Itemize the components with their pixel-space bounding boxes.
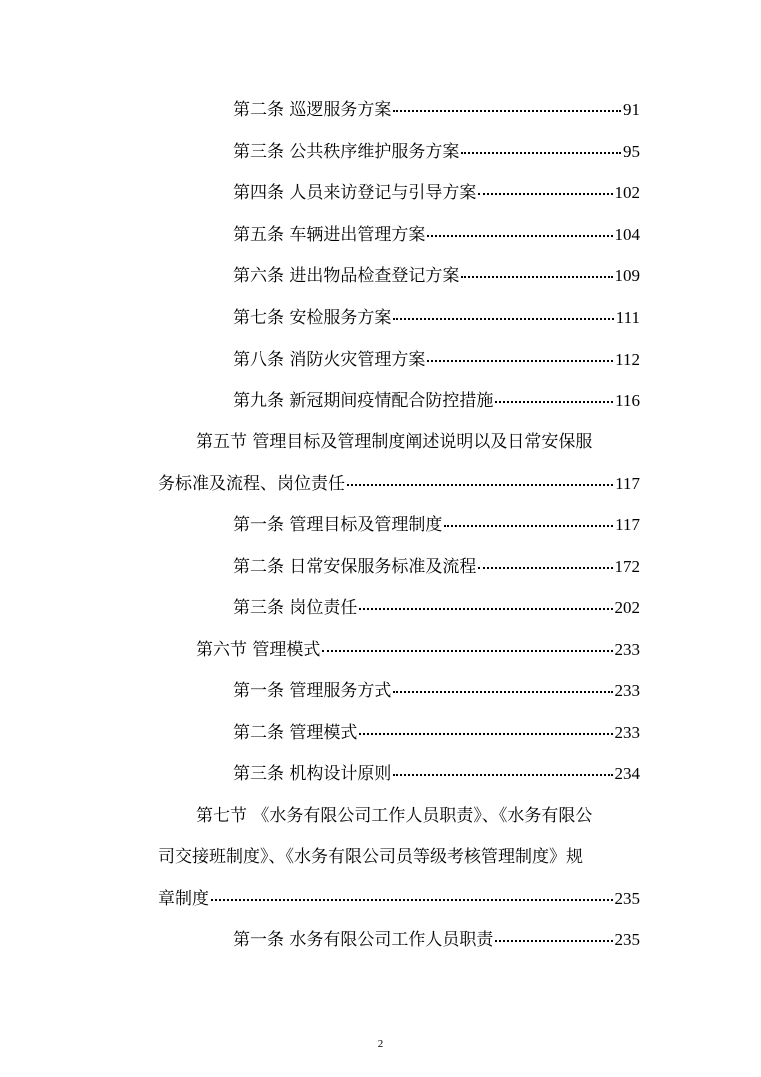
toc-entry-page: 117 (615, 515, 640, 534)
toc-entry-page: 112 (615, 350, 640, 369)
toc-entry-title: 第八条 消防火灾管理方案 (233, 350, 426, 370)
page-number: 2 (377, 1038, 384, 1050)
toc-leader-dots (347, 483, 613, 486)
toc-entry-title: 第三条 公共秩序维护服务方案 (233, 142, 460, 162)
toc-entry[interactable] (233, 721, 640, 745)
toc-entry-page: 233 (614, 640, 640, 659)
toc-entry-title: 第三条 岗位责任 (233, 598, 358, 618)
toc-entry[interactable] (233, 223, 640, 247)
toc-entry[interactable] (233, 264, 640, 288)
toc-entry-title: 第四条 人员来访登记与引导方案 (233, 183, 477, 203)
toc-entry-page: 233 (614, 681, 640, 700)
toc-leader-dots (495, 939, 612, 942)
toc-entry[interactable] (233, 596, 640, 620)
toc-entry-page: 95 (623, 142, 640, 161)
toc-entry-page: 102 (614, 183, 640, 202)
toc-entry-title: 第一条 水务有限公司工作人员职责 (233, 930, 494, 950)
toc-entry-page: 117 (615, 474, 640, 493)
toc-entry-title: 第六条 进出物品检查登记方案 (233, 266, 460, 286)
toc-section-title-line1[interactable]: 第七节 《水务有限公司工作人员职责》、《水务有限公 (196, 806, 593, 826)
toc-entry[interactable] (233, 679, 640, 703)
toc-section-title-line2[interactable]: 司交接班制度》、《水务有限公司员等级考核管理制度》规 (158, 847, 583, 867)
toc-leader-dots (211, 898, 613, 901)
toc-entry-page: 111 (615, 308, 640, 327)
toc-entry-page: 235 (614, 889, 640, 908)
toc-leader-dots (478, 566, 612, 569)
toc-entry[interactable] (233, 762, 640, 786)
toc-entry-page: 104 (614, 225, 640, 244)
toc-leader-dots (393, 773, 612, 776)
toc-leader-dots (427, 234, 612, 237)
toc-entry-title: 第一条 管理服务方式 (233, 681, 392, 701)
toc-entry-title: 第二条 日常安保服务标准及流程 (233, 557, 477, 577)
toc-leader-dots (359, 732, 612, 735)
toc-entry[interactable] (158, 472, 640, 496)
toc-leader-dots (461, 275, 612, 278)
toc-entry[interactable] (233, 928, 640, 952)
toc-leader-dots (393, 109, 621, 112)
toc-entry-page: 233 (614, 723, 640, 742)
toc-entry-page: 172 (614, 557, 640, 576)
toc-entry-title: 第一条 管理目标及管理制度 (233, 515, 443, 535)
toc-entry-page: 235 (614, 930, 640, 949)
toc-entry-page: 116 (615, 391, 640, 410)
toc-entry-page: 109 (614, 266, 640, 285)
toc-leader-dots (359, 607, 612, 610)
toc-entry[interactable] (233, 389, 640, 413)
toc-entry-page: 91 (623, 100, 640, 119)
toc-leader-dots (461, 151, 621, 154)
toc-leader-dots (393, 690, 612, 693)
toc-entry[interactable] (233, 181, 640, 205)
toc-entry-title: 第七条 安检服务方案 (233, 308, 392, 328)
toc-entry-title: 第六节 管理模式 (196, 640, 321, 660)
toc-entry-title: 章制度 (158, 889, 209, 909)
toc-entry[interactable] (233, 140, 640, 164)
toc-leader-dots (495, 400, 613, 403)
toc-entry-title: 第九条 新冠期间疫情配合防控措施 (233, 391, 494, 411)
toc-entry[interactable] (233, 306, 640, 330)
toc-entry-title: 第三条 机构设计原则 (233, 764, 392, 784)
toc-entry-page: 202 (614, 598, 640, 617)
toc-entry-page: 234 (614, 764, 640, 783)
toc-entry-title: 第二条 巡逻服务方案 (233, 100, 392, 120)
toc-leader-dots (444, 524, 613, 527)
toc-entry[interactable] (233, 348, 640, 372)
toc-entry-title: 第五条 车辆进出管理方案 (233, 225, 426, 245)
toc-leader-dots (478, 192, 612, 195)
toc-entry[interactable] (233, 555, 640, 579)
toc-entry[interactable] (196, 638, 640, 662)
toc-leader-dots (427, 359, 613, 362)
toc-entry[interactable] (158, 887, 640, 911)
toc-leader-dots (393, 317, 613, 320)
toc-entry-title: 务标准及流程、岗位责任 (158, 474, 345, 494)
toc-section-title-line1[interactable]: 第五节 管理目标及管理制度阐述说明以及日常安保服 (196, 432, 593, 452)
toc-entry[interactable] (233, 98, 640, 122)
toc-leader-dots (322, 649, 612, 652)
toc-entry-title: 第二条 管理模式 (233, 723, 358, 743)
toc-entry[interactable] (233, 513, 640, 537)
